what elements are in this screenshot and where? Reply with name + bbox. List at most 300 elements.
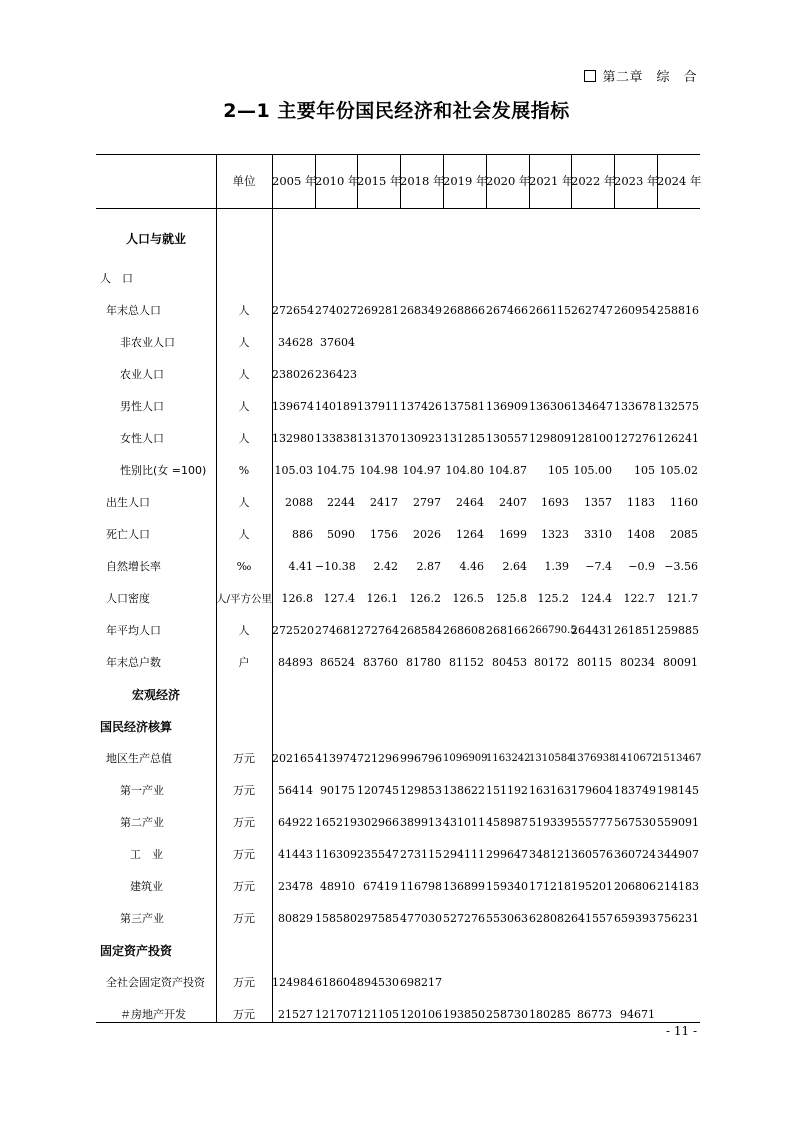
table-row [96,454,700,486]
value-cell [272,208,315,262]
value-cell: −0.9 [628,559,655,573]
value-cell: 80115 [577,655,612,669]
row-unit [216,710,272,742]
table-row [96,422,700,454]
value-cell [657,710,700,742]
value-cell [657,358,700,390]
value-cell: 302966 [357,815,399,829]
value-cell [614,262,657,294]
row-label: 年末总户数 [106,656,161,669]
value-cell [486,262,529,294]
value-cell [443,710,486,742]
value-cell: 80091 [663,655,698,669]
value-cell: 104.87 [488,463,527,477]
value-cell: 183749 [614,783,656,797]
table-row [96,486,700,518]
value-cell: 134647 [571,399,613,413]
value-cell: 41443 [278,847,313,861]
value-cell: 84893 [278,655,313,669]
value-cell [571,358,614,390]
value-cell: 2407 [499,495,527,509]
value-cell [529,934,571,966]
table-row [96,902,700,934]
value-cell [315,208,357,262]
value-cell: 268608 [443,623,485,637]
row-unit [216,262,272,294]
value-cell: 297585 [357,911,399,925]
value-cell: 1756 [370,527,398,541]
value-cell: 268584 [400,623,442,637]
row-unit: 万元 [233,752,255,765]
row-unit: 人/平方公里 [216,592,273,605]
value-cell: 80829 [278,911,313,925]
row-label: 死亡人口 [106,528,150,541]
value-cell: 1699 [499,527,527,541]
value-cell: 1183 [627,495,655,509]
chapter-header [584,66,697,85]
value-cell: 86773 [577,1007,612,1021]
row-label: 男性人口 [120,400,164,413]
row-unit: 人 [238,368,250,381]
value-cell: 105 [548,463,569,477]
value-cell: 120106 [400,1007,442,1021]
value-cell [400,678,443,710]
value-cell: 81152 [449,655,484,669]
value-cell: 721296 [357,751,399,765]
value-cell: 431011 [443,815,485,829]
checkbox-square-icon [584,70,596,82]
row-label: 地区生产总值 [106,752,172,765]
chapter-label: 第二章 综 合 [602,70,697,85]
table-row [96,358,700,390]
value-cell: 133838 [315,431,357,445]
row-unit: ‰ [236,559,252,573]
row-label: 第一产业 [120,784,164,797]
value-cell [443,678,486,710]
value-cell: 1323 [541,527,569,541]
value-cell: 105.02 [659,463,698,477]
row-label: 全社会固定资产投资 [106,976,205,989]
value-cell: 126.1 [366,591,398,605]
value-cell: 268866 [443,303,485,317]
value-cell: 360724 [614,847,656,861]
value-cell [614,208,657,262]
value-cell: 413974 [315,751,357,765]
value-cell [571,710,614,742]
value-cell: 116798 [400,879,442,893]
value-cell: 67419 [363,879,398,893]
value-cell: 1357 [584,495,612,509]
value-cell [357,208,400,262]
value-cell [614,358,657,390]
year-header: 2015 年 [357,174,402,188]
value-cell [486,934,529,966]
row-label: 农业人口 [120,368,164,381]
value-cell: 1310584 [529,752,574,764]
page-title: 2—1 主要年份国民经济和社会发展指标 [223,100,570,122]
value-cell: 272764 [357,623,399,637]
value-cell: 527276 [443,911,485,925]
value-cell: 138622 [443,783,485,797]
value-cell [443,326,486,358]
year-column-divider [614,154,615,208]
row-label: 年末总人口 [106,304,161,317]
value-cell: 171218 [529,879,571,893]
value-cell: 458987 [486,815,528,829]
value-cell: 180285 [529,1007,571,1021]
value-cell [529,358,571,390]
value-cell [315,262,357,294]
value-cell: 1513467 [657,752,702,764]
value-cell: 137426 [400,399,442,413]
value-cell: 360576 [571,847,613,861]
value-cell [357,358,400,390]
value-cell: 344907 [657,847,699,861]
value-cell [357,710,400,742]
value-cell [400,326,443,358]
row-label: 第三产业 [120,912,164,925]
value-cell [571,678,614,710]
value-cell: 641557 [571,911,613,925]
value-cell [272,678,315,710]
table-row [96,614,700,646]
data-table [96,154,700,1030]
table-row [96,582,700,614]
value-cell: 80172 [534,655,569,669]
year-column-divider [486,154,487,208]
row-label: 人 口 [100,272,133,285]
row-label: 建筑业 [130,880,163,893]
value-cell: 137581 [443,399,485,413]
year-column-divider [657,154,658,208]
value-cell: 264431 [571,623,613,637]
row-label: 年平均人口 [106,624,161,637]
value-cell: 756231 [657,911,699,925]
value-cell: 159340 [486,879,528,893]
row-label: 性别比(女 =100) [120,464,207,477]
value-cell [443,966,486,998]
row-unit: 万元 [233,912,255,925]
value-cell: 128100 [571,431,613,445]
table-row [96,326,700,358]
row-label: 女性人口 [120,432,164,445]
value-cell: 2.42 [373,559,398,573]
value-cell: 64922 [278,815,313,829]
value-cell: 553063 [486,911,528,925]
value-cell: 618604 [315,975,357,989]
year-header: 2020 年 [486,174,531,188]
value-cell [571,966,614,998]
value-cell: 120745 [357,783,399,797]
value-cell: 104.97 [402,463,441,477]
value-cell [614,710,657,742]
table-row [96,998,700,1030]
year-header: 2005 年 [272,174,317,188]
value-cell [357,262,400,294]
table-row [96,806,700,838]
value-cell: 996796 [400,751,442,765]
value-cell: 267466 [486,303,528,317]
value-cell: 698217 [400,975,442,989]
value-cell [529,678,571,710]
row-unit: 万元 [233,1008,255,1021]
value-cell: 261851 [614,623,656,637]
value-cell: −3.56 [664,559,698,573]
value-cell: 1376938 [571,752,616,764]
year-header: 2023 年 [614,174,659,188]
value-cell: 477030 [400,911,442,925]
value-cell [614,966,657,998]
value-cell: 136899 [443,879,485,893]
year-column-divider [315,154,316,208]
header-rule [96,208,700,209]
value-cell [400,710,443,742]
year-header: 2010 年 [315,174,360,188]
value-cell: 125.2 [537,591,569,605]
row-unit: 人 [238,496,250,509]
value-cell: 5090 [327,527,355,541]
value-cell [272,934,315,966]
value-cell [486,326,529,358]
value-cell: 3310 [584,527,612,541]
value-cell: 105.03 [274,463,313,477]
value-cell: 2244 [327,495,355,509]
value-cell: 80234 [620,655,655,669]
value-cell: 179604 [571,783,613,797]
value-cell: 294111 [443,847,485,861]
value-cell [614,326,657,358]
value-cell: 628082 [529,911,571,925]
value-cell: 2464 [456,495,484,509]
value-cell: 139674 [272,399,314,413]
row-unit: 万元 [233,976,255,989]
statistics-table [96,154,700,1024]
value-cell: 559091 [657,815,699,829]
value-cell [400,208,443,262]
value-cell: 260954 [614,303,656,317]
label-column-divider [216,154,217,1022]
value-cell [657,326,700,358]
value-cell: 567530 [614,815,656,829]
value-cell: 1096909 [443,752,488,764]
value-cell: 274681 [315,623,357,637]
value-cell: 104.75 [316,463,355,477]
row-label: 第二产业 [120,816,164,829]
value-cell: 235547 [357,847,399,861]
value-cell [443,934,486,966]
value-cell: 132980 [272,431,314,445]
value-cell: 127.4 [323,591,355,605]
value-cell [443,262,486,294]
value-cell [400,262,443,294]
value-cell [486,966,529,998]
value-cell: 273115 [400,847,442,861]
header-row [96,154,700,208]
value-cell [657,208,700,262]
row-label: 工 业 [130,848,163,861]
value-cell: 124984 [272,975,314,989]
value-cell: 272520 [272,623,314,637]
value-cell: 131285 [443,431,485,445]
value-cell: 4.46 [459,559,484,573]
row-label: 非农业人口 [120,336,175,349]
value-cell: 127276 [614,431,656,445]
value-cell: −10.38 [315,559,356,573]
year-column-divider [571,154,572,208]
value-cell: 519339 [529,815,571,829]
table-row [96,678,700,710]
value-cell: 126.2 [409,591,441,605]
value-cell: 165219 [315,815,357,829]
row-unit: 人 [238,528,250,541]
value-cell: 272654 [272,303,314,317]
value-cell [657,678,700,710]
value-cell: 125.8 [495,591,527,605]
page-number: - 11 - [665,1024,697,1038]
value-cell: 259885 [657,623,699,637]
value-cell: 1.39 [544,559,569,573]
year-column-divider [529,154,530,208]
value-cell: 202165 [272,751,314,765]
value-cell: 266115 [529,303,571,317]
value-cell: 266790.5 [529,624,577,636]
value-cell: 81780 [406,655,441,669]
value-cell: 124.4 [580,591,612,605]
value-cell [486,710,529,742]
value-cell [657,934,700,966]
value-cell: 2417 [370,495,398,509]
value-cell [443,208,486,262]
label-header [96,154,216,208]
value-cell: 214183 [657,879,699,893]
value-cell: 121.7 [666,591,698,605]
row-unit: 户 [238,656,250,669]
table-row [96,518,700,550]
bottom-rule [96,1022,700,1023]
value-cell [486,358,529,390]
value-cell [571,262,614,294]
value-cell: 238026 [272,367,314,381]
value-cell: 389913 [400,815,442,829]
row-unit: 万元 [233,816,255,829]
value-cell: 130557 [486,431,528,445]
value-cell: 193850 [443,1007,485,1021]
row-label: 人口密度 [106,592,150,605]
value-cell [529,326,571,358]
value-cell [529,710,571,742]
value-cell: 122.7 [623,591,655,605]
value-cell: 121707 [315,1007,357,1021]
value-cell: 258730 [486,1007,528,1021]
value-cell: 104.80 [445,463,484,477]
value-cell: 126.8 [281,591,313,605]
value-cell [315,934,357,966]
value-cell [357,326,400,358]
value-cell: 130923 [400,431,442,445]
value-cell: 198145 [657,783,699,797]
value-cell: 206806 [614,879,656,893]
value-cell: 121105 [357,1007,399,1021]
value-cell: 1408 [627,527,655,541]
table-row [96,390,700,422]
table-row [96,550,700,582]
row-unit [216,208,272,262]
year-header: 2018 年 [400,174,445,188]
value-cell: 90175 [320,783,355,797]
value-cell: 258816 [657,303,699,317]
row-unit: 人 [238,336,250,349]
table-row [96,934,700,966]
value-cell: 83760 [363,655,398,669]
table-row [96,208,700,262]
value-cell [272,710,315,742]
value-cell [571,934,614,966]
value-cell: 894530 [357,975,399,989]
value-cell: 37604 [320,335,355,349]
value-cell [315,678,357,710]
value-cell: 299647 [486,847,528,861]
table-row [96,870,700,902]
year-column-divider [443,154,444,208]
value-cell: 1163242 [486,752,531,764]
value-cell [614,934,657,966]
value-cell: 2.87 [416,559,441,573]
value-cell: 105.00 [573,463,612,477]
value-cell: 132575 [657,399,699,413]
value-cell: 886 [292,527,313,541]
row-unit: % [238,463,250,477]
value-cell: 94671 [620,1007,655,1021]
value-cell: 163163 [529,783,571,797]
value-cell: 137911 [357,399,399,413]
value-cell: 80453 [492,655,527,669]
value-cell: 48910 [320,879,355,893]
row-label: 自然增长率 [106,560,161,573]
value-cell [357,678,400,710]
value-cell: 126241 [657,431,699,445]
value-cell: 126.5 [452,591,484,605]
value-cell: 136306 [529,399,571,413]
value-cell: 105 [634,463,655,477]
table-row [96,294,700,326]
value-cell: 274027 [315,303,357,317]
row-label: 出生人口 [106,496,150,509]
value-cell [529,262,571,294]
value-cell: 21527 [278,1007,313,1021]
value-cell: 158580 [315,911,357,925]
value-cell [486,208,529,262]
row-label: 宏观经济 [131,687,180,702]
value-cell: 236423 [315,367,357,381]
value-cell: 268166 [486,623,528,637]
value-cell: 348121 [529,847,571,861]
row-unit [216,934,272,966]
year-header: 2024 年 [657,174,702,188]
table-row [96,838,700,870]
table-row [96,262,700,294]
value-cell [657,966,700,998]
value-cell: 136909 [486,399,528,413]
table-row [96,742,700,774]
value-cell: 1160 [670,495,698,509]
year-header: 2022 年 [571,174,616,188]
table-body [96,208,700,1030]
value-cell [529,208,571,262]
value-cell: 4.41 [288,559,313,573]
row-unit: 万元 [233,848,255,861]
value-cell: 56414 [278,783,313,797]
value-cell: 1264 [456,527,484,541]
